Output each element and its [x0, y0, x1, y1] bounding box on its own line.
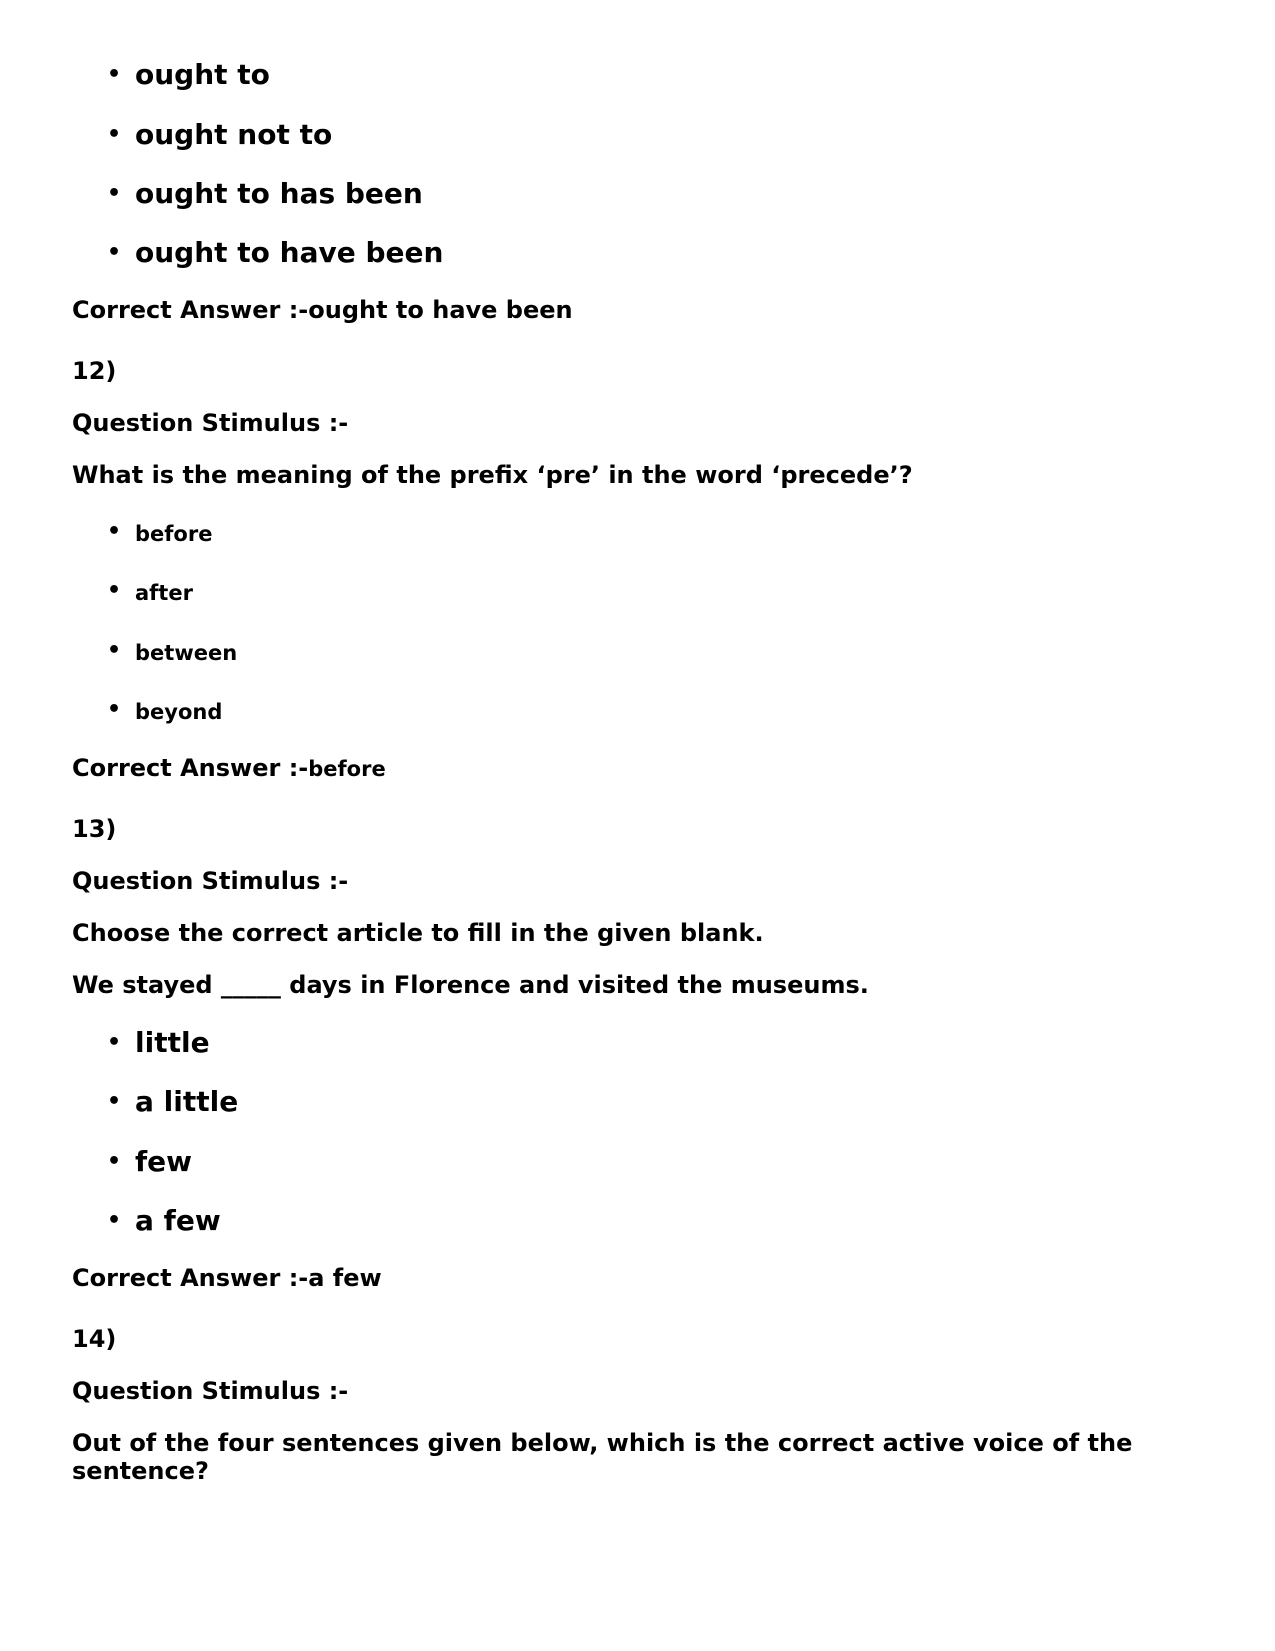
bullet-icon: • — [107, 1030, 122, 1055]
option-text: before — [135, 522, 213, 546]
bullet-icon: • — [107, 697, 122, 722]
option-text: ought to has been — [135, 177, 423, 210]
q13-option-3 — [107, 1145, 193, 1179]
q11-option-3 — [107, 177, 423, 211]
bullet-icon: • — [107, 1208, 122, 1233]
q14-number: 14) — [72, 1325, 117, 1353]
option-text: few — [135, 1145, 193, 1178]
q12-stimulus-label: Question Stimulus :- — [72, 409, 349, 437]
option-text: ought not to — [135, 118, 333, 151]
q13-option-1 — [107, 1026, 210, 1060]
option-text: little — [135, 1026, 210, 1059]
answer-value: a few — [308, 1264, 382, 1292]
q14-stimulus-label: Question Stimulus :- — [72, 1377, 349, 1405]
bullet-icon: • — [107, 578, 122, 603]
answer-value: ought to have been — [308, 296, 573, 324]
option-text: ought to have been — [135, 236, 444, 269]
q11-correct-answer — [72, 295, 573, 325]
option-text: beyond — [135, 700, 223, 724]
option-text: a little — [135, 1085, 239, 1118]
bullet-icon: • — [107, 638, 122, 663]
bullet-icon: • — [107, 1149, 122, 1174]
q12-option-3 — [107, 638, 238, 666]
q13-sentence: We stayed _____ days in Florence and visited the museums. — [72, 971, 869, 999]
answer-prefix: Correct Answer :- — [72, 1264, 309, 1292]
bullet-icon: • — [107, 181, 122, 206]
bullet-icon: • — [107, 62, 122, 87]
q13-correct-answer — [72, 1263, 382, 1293]
bullet-icon: • — [107, 519, 122, 544]
q12-option-1 — [107, 519, 213, 547]
q13-stimulus-label: Question Stimulus :- — [72, 867, 349, 895]
q12-option-4 — [107, 697, 223, 725]
q12-question-text: What is the meaning of the prefix ‘pre’ in the word ‘precede’? — [72, 461, 913, 489]
q11-option-4 — [107, 236, 444, 270]
answer-prefix: Correct Answer :- — [72, 296, 309, 324]
q13-option-2 — [107, 1085, 239, 1119]
bullet-icon: • — [107, 240, 122, 265]
option-text: a few — [135, 1204, 221, 1237]
q11-option-1 — [107, 58, 270, 92]
option-text: after — [135, 581, 193, 605]
q14-question-text: Out of the four sentences given below, which is the correct active voice of the sentence? — [72, 1429, 1133, 1485]
q13-instruction: Choose the correct article to fill in the given blank. — [72, 919, 764, 947]
q12-correct-answer — [72, 753, 386, 784]
option-text: ought to — [135, 58, 270, 91]
bullet-icon: • — [107, 122, 122, 147]
option-text: between — [135, 641, 238, 665]
answer-prefix: Correct Answer :- — [72, 754, 309, 782]
q11-option-2 — [107, 118, 333, 152]
q12-number: 12) — [72, 357, 117, 385]
q12-option-2 — [107, 578, 193, 606]
q13-option-4 — [107, 1204, 221, 1238]
bullet-icon: • — [107, 1089, 122, 1114]
q13-number: 13) — [72, 815, 117, 843]
answer-value: before — [308, 757, 386, 781]
